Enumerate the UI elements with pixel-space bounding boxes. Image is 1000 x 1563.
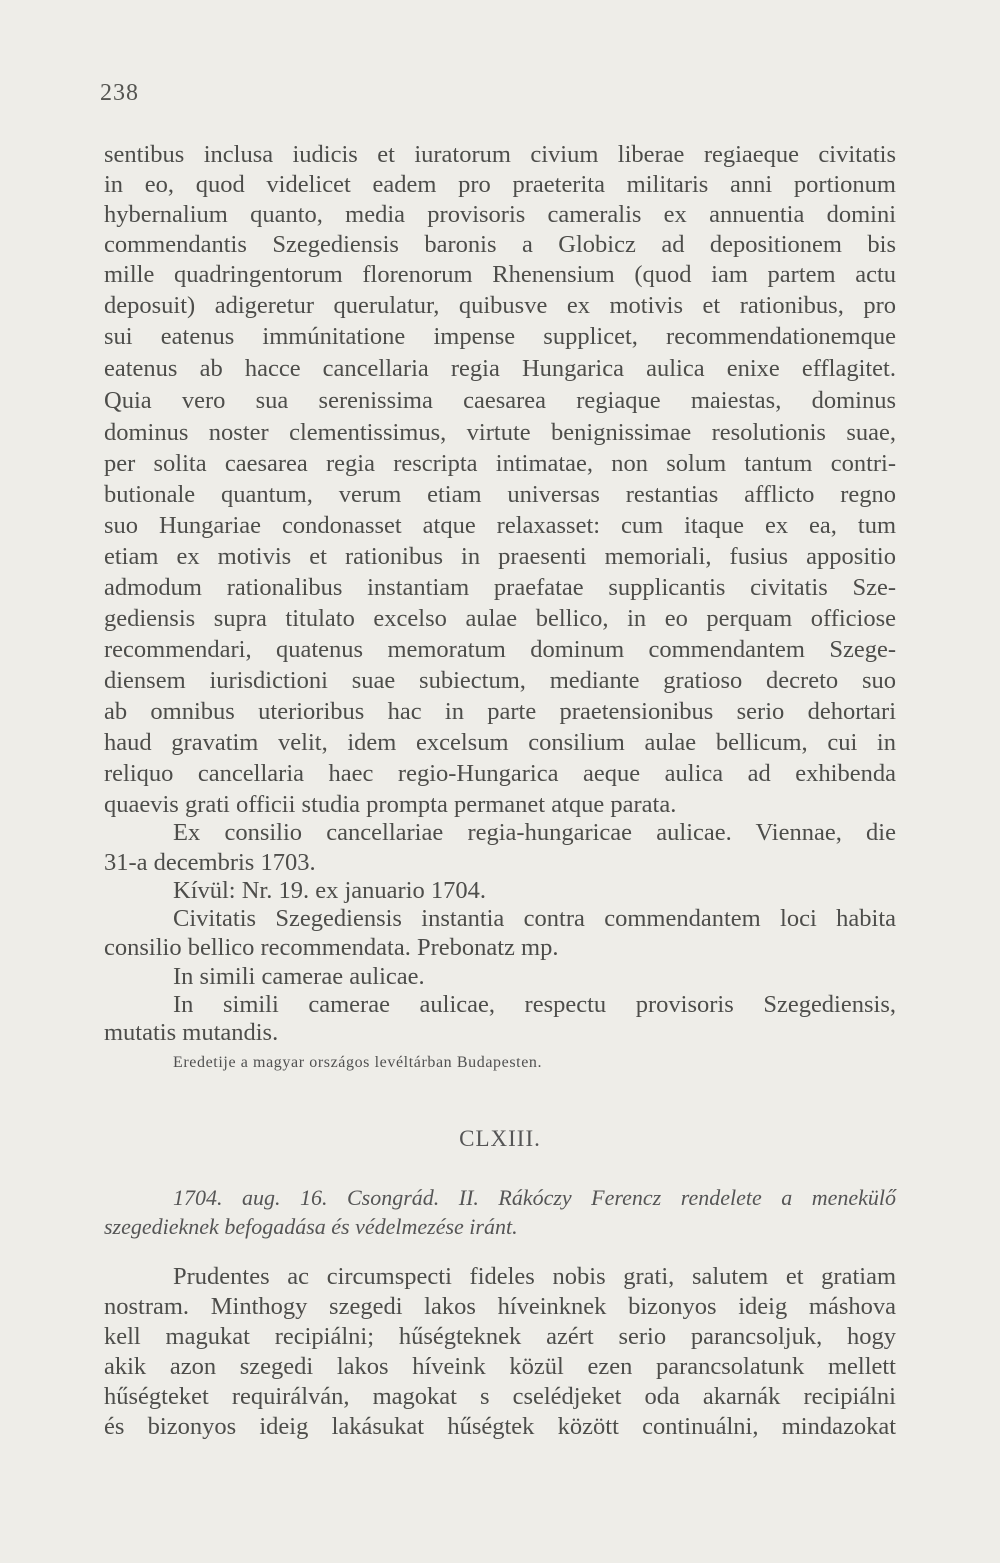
closing-line: In simili camerae aulicae. xyxy=(173,963,425,990)
letter-line: hűségteket requirálván, magokat s cselédjeket oda akarnák recipiálni xyxy=(104,1383,896,1410)
closing-line: Kívül: Nr. 19. ex januario 1704. xyxy=(173,877,487,904)
body-line: butionale quantum, verum etiam universas restantias afflicto regno xyxy=(104,481,896,508)
body-line: etiam ex motivis et rationibus in praesenti memoriali, fusius appositio xyxy=(104,543,896,570)
body-line: dominus noster clementissimus, virtute benignissimae resolutionis suae, xyxy=(104,419,896,446)
body-line: diensem iurisdictioni suae subiectum, mediante gratioso decreto suo xyxy=(104,667,896,694)
body-line: eatenus ab hacce cancellaria regia Hungarica aulica enixe efflagitet. xyxy=(104,355,896,382)
body-line: gediensis supra titulato excelso aulae bellico, in eo perquam officiose xyxy=(104,605,896,632)
body-line: recommendari, quatenus memoratum dominum commendantem Szege- xyxy=(104,636,896,663)
body-line: quaevis grati officii studia prompta permanet atque parata. xyxy=(104,791,677,818)
body-line: per solita caesarea regia rescripta intimatae, non solum tantum contri- xyxy=(104,450,896,477)
body-line: hybernalium quanto, media provisoris cameralis ex annuentia domini xyxy=(104,201,896,228)
letter-line: nostram. Minthogy szegedi lakos híveinknek bizonyos ideig máshova xyxy=(104,1293,896,1320)
body-line: reliquo cancellaria haec regio-Hungarica aeque aulica ad exhibenda xyxy=(104,760,896,787)
source-note: Eredetije a magyar országos levéltárban Budapesten. xyxy=(173,1054,543,1071)
body-line: deposuit) adigeretur querulatur, quibusve ex motivis et rationibus, pro xyxy=(104,292,896,319)
document-header-line: 1704. aug. 16. Csongrád. II. Rákóczy Ferencz rendelete a menekülő xyxy=(173,1185,896,1210)
closing-line: Ex consilio cancellariae regia-hungaricae aulicae. Viennae, die xyxy=(173,819,896,846)
body-line: mille quadringentorum florenorum Rhenensium (quod iam partem actu xyxy=(104,261,896,288)
body-line: suo Hungariae condonasset atque relaxasset: cum itaque ex ea, tum xyxy=(104,512,896,539)
closing-line: In simili camerae aulicae, respectu provisoris Szegediensis, xyxy=(173,991,896,1018)
body-line: sui eatenus immúnitatione impense supplicet, recommendationemque xyxy=(104,323,896,350)
closing-line: mutatis mutandis. xyxy=(104,1019,279,1046)
closing-line: consilio bellico recommendata. Prebonatz mp. xyxy=(104,934,559,961)
body-line: commendantis Szegediensis baronis a Globicz ad depositionem bis xyxy=(104,231,896,258)
letter-line: kell magukat recipiálni; hűségteknek azért serio parancsoljuk, hogy xyxy=(104,1323,896,1350)
letter-line: Prudentes ac circumspecti fideles nobis grati, salutem et gratiam xyxy=(173,1263,896,1290)
body-line: sentibus inclusa iudicis et iuratorum civium liberae regiaeque civitatis xyxy=(104,141,896,168)
body-line: haud gravatim velit, idem excelsum consilium aulae bellicum, cui in xyxy=(104,729,896,756)
body-line: in eo, quod videlicet eadem pro praeterita militaris anni portionum xyxy=(104,171,896,198)
closing-line: Civitatis Szegediensis instantia contra commendantem loci habita xyxy=(173,905,896,932)
body-line: Quia vero sua serenissima caesarea regiaque maiestas, dominus xyxy=(104,387,896,414)
body-line: ab omnibus uterioribus hac in parte praetensionibus serio dehortari xyxy=(104,698,896,725)
document-header-line: szegedieknek befogadása és védelmezése iránt. xyxy=(104,1214,518,1239)
document-number: CLXIII. xyxy=(459,1126,541,1151)
closing-line: 31-a decembris 1703. xyxy=(104,849,316,876)
body-line: admodum rationalibus instantiam praefatae supplicantis civitatis Sze- xyxy=(104,574,896,601)
page-number: 238 xyxy=(100,80,139,106)
letter-line: és bizonyos ideig lakásukat hűségtek között continuálni, mindazokat xyxy=(104,1413,896,1440)
letter-line: akik azon szegedi lakos híveink közül ezen parancsolatunk mellett xyxy=(104,1353,896,1380)
